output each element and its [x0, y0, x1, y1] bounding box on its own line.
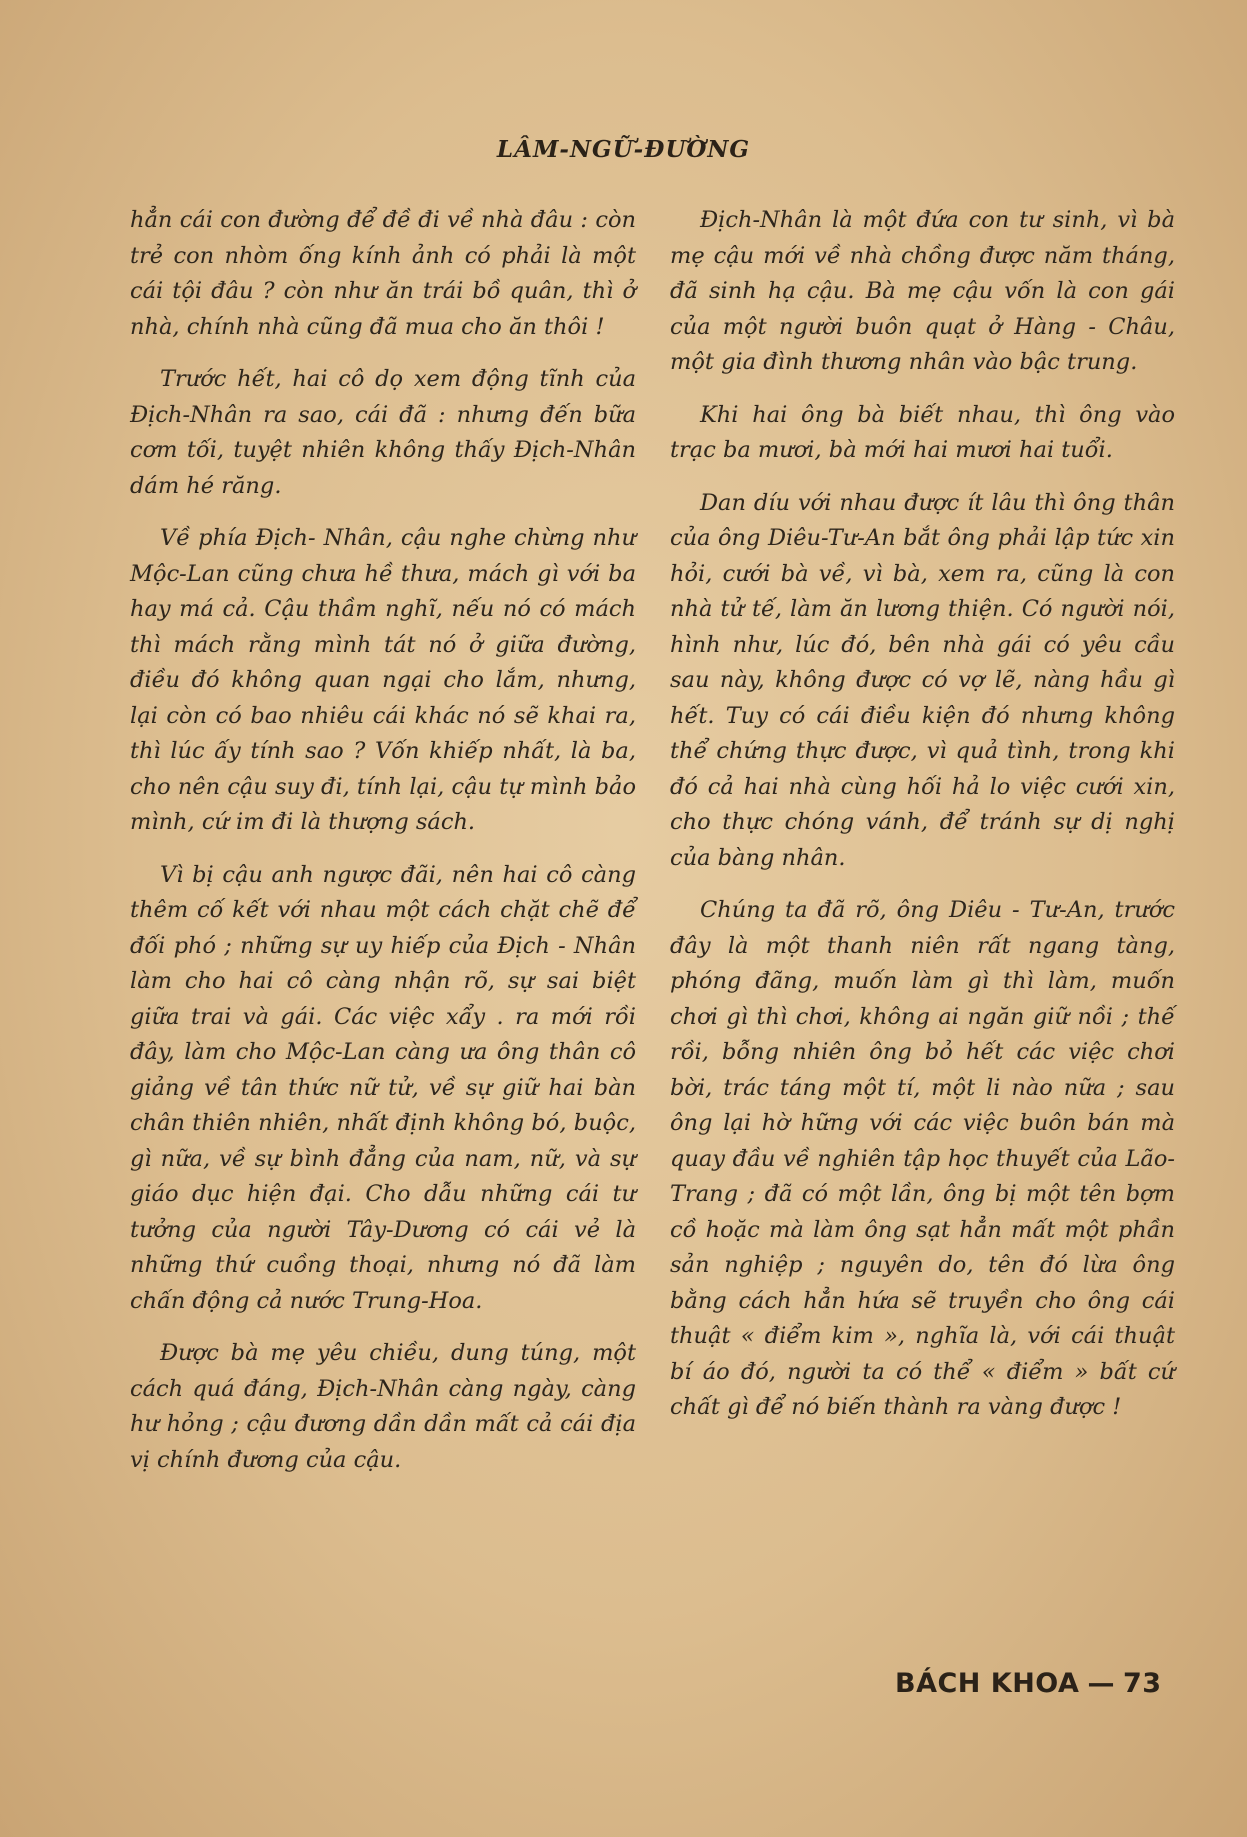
- paragraph: hẳn cái con đường để đề đi về nhà đâu : còn trẻ con nhòm ống kính ảnh có phải là một cái tội đâu ? còn như ăn trái bồ quân, thì ở nhà, chính nhà cũng đã mua cho ăn thôi !: [130, 207, 636, 340]
- paragraph: Trước hết, hai cô dọ xem động tĩnh của Địch-Nhân ra sao, cái đã : nhưng đến bữa cơm tối, tuyệt nhiên không thấy Địch-Nhân dám hé răng.: [130, 366, 636, 499]
- footer-separator: —: [1087, 1668, 1115, 1699]
- paragraph: Địch-Nhân là một đứa con tư sinh, vì bà mẹ cậu mới về nhà chồng được năm tháng, đã sinh hạ cậu. Bà mẹ cậu vốn là con gái của một người buôn quạt ở Hàng - Châu, một gia đình thương nhân vào bậc trung.: [670, 207, 1175, 375]
- page-footer: [895, 1668, 1162, 1699]
- left-column: [130, 203, 636, 1495]
- running-header: LÂM-NGỮ-ĐƯỜNG: [496, 136, 751, 163]
- paragraph: Được bà mẹ yêu chiều, dung túng, một cách quá đáng, Địch-Nhân càng ngày, càng hư hỏng ; cậu đương dần dần mất cả cái địa vị chính đương của cậu.: [130, 1340, 636, 1473]
- right-column: [670, 203, 1175, 1443]
- paragraph: Chúng ta đã rõ, ông Diêu - Tư-An, trước đây là một thanh niên rất ngang tàng, phóng đãng, muốn làm gì thì làm, muốn chơi gì thì chơi, không ai ngăn giữ nồi ; thế rồi, bỗng nhiên ông bỏ hết các việc chơi bời, trác táng một tí, một li nào nữa ; sau ông lại hờ hững với các việc buôn bán mà quay đầu về nghiên tập học thuyết của Lão-Trang ; đã có một lần, ông bị một tên bợm cồ hoặc mà làm ông sạt hẳn mất một phần sản nghiệp ; nguyên do, tên đó lừa ông bằng cách hẳn hứa sẽ truyền cho ông cái thuật « điểm kim », nghĩa là, với cái thuật bí áo đó, người ta có thể « điểm » bất cứ chất gì để nó biến thành ra vàng được !: [670, 897, 1175, 1420]
- paragraph: Vì bị cậu anh ngược đãi, nên hai cô càng thêm cố kết với nhau một cách chặt chẽ để đối phó ; những sự uy hiếp của Địch - Nhân làm cho hai cô càng nhận rõ, sự sai biệt giữa trai và gái. Các việc xẩy . ra mới rồi đây, làm cho Mộc-Lan càng ưa ông thân cô giảng về tân thức nữ tử, về sự giữ hai bàn chân thiên nhiên, nhất định không bó, buộc, gì nữa, về sự bình đẳng của nam, nữ, và sự giáo dục hiện đại. Cho dẫu những cái tư tưởng của người Tây-Dương có cái vẻ là những thứ cuồng thoại, nhưng nó đã làm chấn động cả nước Trung-Hoa.: [130, 861, 636, 1314]
- paragraph: Dan díu với nhau được ít lâu thì ông thân của ông Diêu-Tư-An bắt ông phải lập tức xin hỏi, cưới bà về, vì bà, xem ra, cũng là con nhà tử tế, làm ăn lương thiện. Có người nói, hình như, lúc đó, bên nhà gái có yêu cầu sau này, không được có vợ lẽ, nàng hầu gì hết. Tuy có cái điều kiện đó nhưng không thể chứng thực được, vì quả tình, trong khi đó cả hai nhà cùng hối hả lo việc cưới xin, cho thực chóng vánh, để tránh sự dị nghị của bàng nhân.: [670, 489, 1175, 871]
- paragraph: Về phía Địch- Nhân, cậu nghe chừng như Mộc-Lan cũng chưa hề thưa, mách gì với ba hay má cả. Cậu thầm nghĩ, nếu nó có mách thì mách rằng mình tát nó ở giữa đường, điều đó không quan ngại cho lắm, nhưng, lại còn có bao nhiêu cái khác nó sẽ khai ra, thì lúc ấy tính sao ? Vốn khiếp nhất, là ba, cho nên cậu suy đi, tính lại, cậu tự mình bảo mình, cứ im đi là thượng sách.: [130, 525, 636, 835]
- page-number: 73: [1122, 1668, 1162, 1699]
- magazine-name: BÁCH KHOA: [895, 1668, 1080, 1699]
- paragraph: Khi hai ông bà biết nhau, thì ông vào trạc ba mươi, bà mới hai mươi hai tuổi.: [670, 401, 1175, 463]
